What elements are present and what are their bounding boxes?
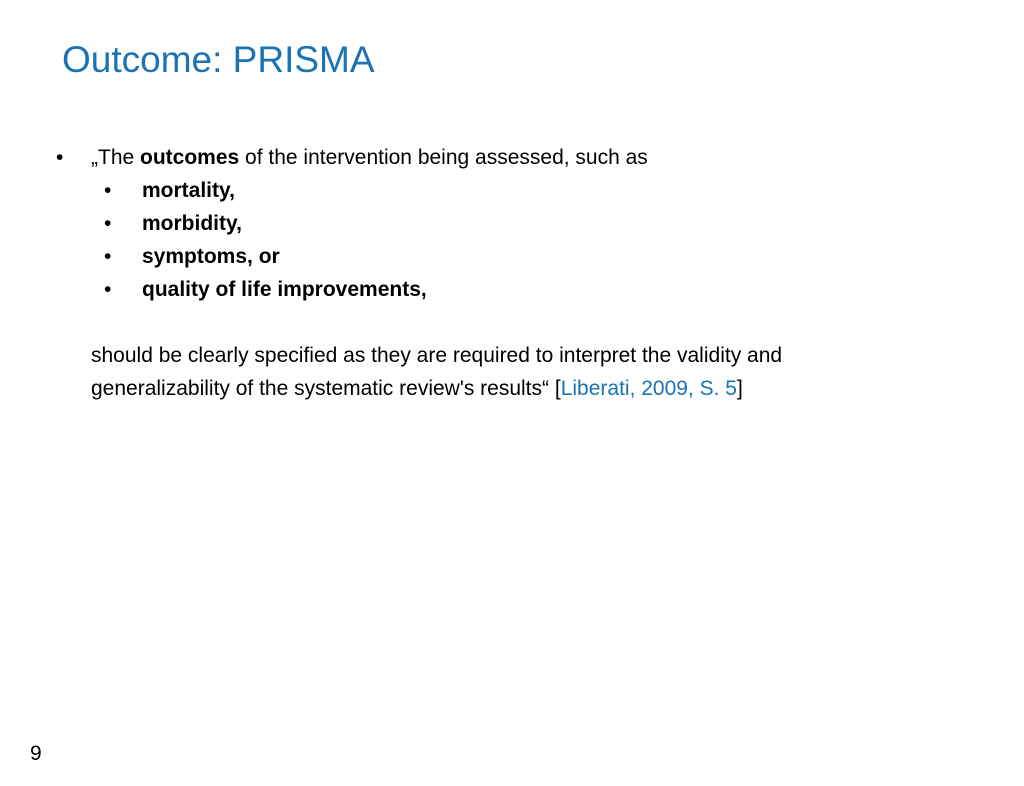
- slide-title: Outcome: PRISMA: [62, 39, 375, 80]
- sub-bullet-label: symptoms, or: [142, 245, 280, 268]
- spacer: [0, 306, 1024, 339]
- intro-bold-term: outcomes: [140, 146, 240, 169]
- slide-content: [0, 141, 1024, 405]
- paragraph-line: [0, 372, 1024, 405]
- bullet-intro-text: [91, 141, 648, 174]
- sub-bullet-label: morbidity,: [142, 212, 242, 235]
- paragraph-line-2: [91, 372, 743, 405]
- bullet-icon: •: [104, 278, 112, 301]
- paragraph-line-2-suffix: ]: [736, 377, 743, 400]
- intro-prefix: „The: [91, 146, 141, 169]
- bullet-icon: •: [56, 146, 64, 169]
- sub-bullet-label: quality of life improvements,: [142, 278, 427, 301]
- page-number: 9: [30, 742, 42, 765]
- bullet-icon: •: [104, 179, 112, 202]
- intro-suffix: of the intervention being assessed, such as: [239, 146, 648, 169]
- sub-bullet-item: [0, 240, 1024, 273]
- sub-bullet-item: [0, 174, 1024, 207]
- bullet-icon: •: [104, 245, 112, 268]
- bullet-item: [0, 141, 1024, 174]
- sub-bullet-item: [0, 207, 1024, 240]
- paragraph-line-1: should be clearly specified as they are required to interpret the validity and: [91, 344, 783, 367]
- citation-link[interactable]: Liberati, 2009, S. 5: [560, 377, 737, 400]
- paragraph-line-2-prefix: generalizability of the systematic review's results“ [: [91, 377, 561, 400]
- sub-bullet-item: [0, 273, 1024, 306]
- bullet-icon: •: [104, 212, 112, 235]
- sub-bullet-label: mortality,: [142, 179, 235, 202]
- paragraph-line: [0, 339, 1024, 372]
